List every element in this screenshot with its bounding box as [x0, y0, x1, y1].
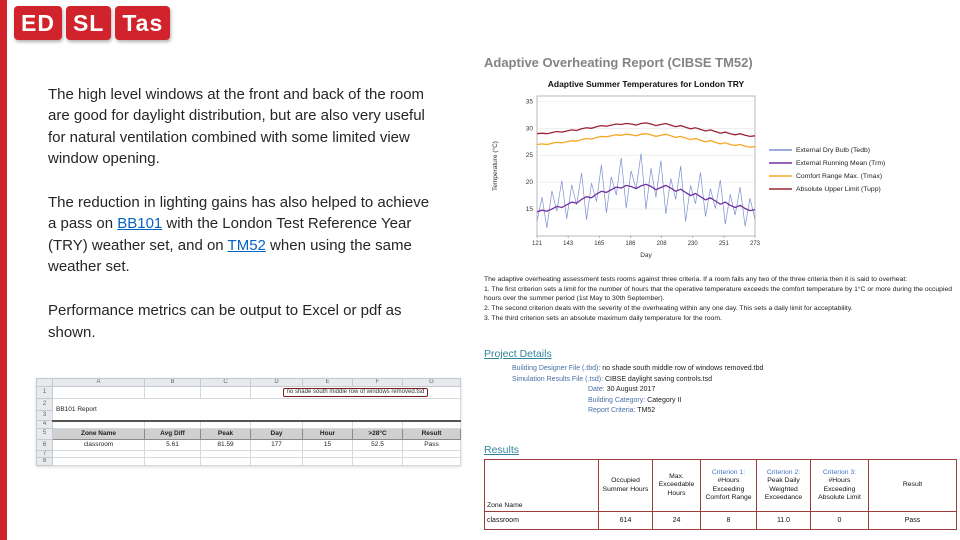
excel-row-4: 4	[37, 421, 461, 429]
results-data-row	[485, 512, 957, 530]
excel-hdr-gt28: >28°C	[353, 428, 403, 439]
excel-corner	[37, 379, 53, 387]
bb101-link[interactable]: BB101	[117, 215, 163, 233]
detail-report-criteria: Report Criteria: TM52	[588, 407, 656, 414]
results-col-criterion-1: Criterion 1: #Hours Exceeding Comfort Range	[701, 460, 757, 512]
logo-tas: Tas	[115, 6, 170, 40]
paragraph-windows: The high level windows at the front and back of the room are good for daylight distribution, but are also very useful for natural ventilation combined with some limited view window opening.	[48, 86, 425, 167]
excel-note-cell	[251, 387, 461, 399]
result-criterion-3: 0	[811, 512, 869, 530]
results-col-criterion-2: Criterion 2: Peak Daily Weighted Exceedance	[757, 460, 811, 512]
detail-building-category: Building Category: Category II	[588, 396, 682, 404]
criteria-text	[484, 276, 956, 325]
excel-col-f: F	[353, 379, 403, 387]
svg-text:251: 251	[718, 241, 729, 247]
excel-val-zone: classroom	[53, 439, 145, 450]
excel-col-c: C	[201, 379, 251, 387]
paragraph-metrics: Performance metrics can be output to Excel or pdf as shown.	[48, 302, 402, 341]
criterion-3: 3. The third criterion sets an absolute maximum daily temperature for the room.	[484, 314, 722, 322]
slide-body-text	[48, 84, 440, 366]
results-col-max-exceedable: Max. Exceedable Hours	[653, 460, 701, 512]
excel-header-row: 5 Zone Name Avg Diff Peak Day Hour >28°C Result	[37, 428, 461, 439]
project-details	[512, 364, 763, 417]
excel-row-8: 8	[37, 458, 461, 466]
results-header-row	[485, 460, 957, 512]
result-zone-name: classroom	[485, 512, 599, 530]
excel-row-1: 1 no shade south middle row of windows removed.tsd	[37, 387, 461, 399]
svg-text:20: 20	[525, 179, 533, 187]
excel-row-3: 3	[37, 411, 461, 421]
svg-text:30: 30	[525, 125, 533, 133]
excel-hdr-zone: Zone Name	[53, 428, 145, 439]
criteria-intro: The adaptive overheating assessment tests rooms against three criteria. If a room fails any two of the three criteria then it is said to overheat:	[484, 276, 908, 283]
para2-post: when using the same weather set.	[48, 236, 412, 276]
result-pass-fail: Pass	[869, 512, 957, 530]
svg-text:15: 15	[525, 206, 533, 214]
excel-col-e: E	[303, 379, 353, 387]
excel-hdr-peak: Peak	[201, 428, 251, 439]
svg-text:121: 121	[531, 241, 543, 247]
excel-hdr-result: Result	[403, 428, 461, 439]
excel-row-7: 7	[37, 450, 461, 458]
excel-hdr-hour: Hour	[303, 428, 353, 439]
results-col-occupied-hours: Occupied Summer Hours	[599, 460, 653, 512]
svg-text:143: 143	[563, 241, 574, 247]
report-title: Adaptive Overheating Report (CIBSE TM52)	[484, 55, 753, 70]
excel-report-title: BB101 Report	[53, 399, 461, 421]
tm52-link[interactable]: TM52	[227, 236, 266, 254]
excel-data-row: 6 classroom 5.61 81.59 177 15 52.5 Pass	[37, 439, 461, 450]
svg-text:Temperature (°C): Temperature (°C)	[492, 141, 499, 191]
excel-val-day: 177	[251, 439, 303, 450]
detail-simulation-results-file: Simulation Results File (.tsd): CIBSE daylight saving controls.tsd	[512, 375, 712, 383]
svg-text:External Running Mean (Trm): External Running Mean (Trm)	[796, 160, 886, 167]
results-col-zone-name: Zone Name	[485, 460, 599, 512]
excel-col-d: D	[251, 379, 303, 387]
excel-screenshot	[36, 378, 461, 466]
result-criterion-2: 11.0	[757, 512, 811, 530]
result-occupied-hours: 614	[599, 512, 653, 530]
paragraph-results	[48, 192, 440, 277]
results-table	[484, 459, 957, 530]
svg-text:230: 230	[687, 241, 698, 247]
excel-val-result: Pass	[403, 439, 461, 450]
para2-mid: with the London Test Reference Year (TRY) weather set, and on	[48, 215, 412, 254]
excel-val-peak: 81.59	[201, 439, 251, 450]
project-details-heading: Project Details	[484, 348, 552, 360]
svg-text:208: 208	[656, 241, 667, 247]
edsl-tas-logo	[14, 6, 170, 40]
red-accent-bar	[0, 0, 7, 540]
detail-date: Date: 30 August 2017	[588, 386, 656, 393]
excel-col-b: B	[145, 379, 201, 387]
svg-text:165: 165	[594, 241, 605, 247]
para2-pre: The reduction in lighting gains has also helped to achieve a pass on	[48, 194, 430, 233]
excel-row-2: 2 BB101 Report	[37, 399, 461, 411]
svg-text:Day: Day	[640, 252, 652, 259]
excel-col-g: G	[403, 379, 461, 387]
excel-column-headers	[37, 379, 461, 387]
results-col-result: Result	[869, 460, 957, 512]
svg-text:External Dry Bulb (Tedb): External Dry Bulb (Tedb)	[796, 147, 871, 154]
result-criterion-1: 8	[701, 512, 757, 530]
adaptive-temperatures-chart	[487, 76, 955, 272]
excel-val-avg-diff: 5.61	[145, 439, 201, 450]
criterion-1: 1. The first criterion sets a limit for the number of hours that the operative temperature exceeds the comfort temperature by 1°C or more during the occupied hours over the summer period (1st May to 30th September).	[484, 285, 953, 302]
excel-filename-note: no shade south middle row of windows removed.tsd	[283, 388, 429, 397]
result-max-exceedable: 24	[653, 512, 701, 530]
svg-text:35: 35	[525, 98, 533, 106]
svg-text:Comfort Range Max. (Tmax): Comfort Range Max. (Tmax)	[796, 173, 883, 180]
results-heading: Results	[484, 444, 520, 456]
svg-text:186: 186	[625, 241, 636, 247]
criterion-2: 2. The second criterion deals with the severity of the overheating within any one day. This sets a daily limit for acceptability.	[484, 304, 853, 312]
detail-building-designer-file: Building Designer File (.tbd): no shade south middle row of windows removed.tbd	[512, 365, 764, 372]
results-col-criterion-3: Criterion 3: #Hours Exceeding Absolute Limit	[811, 460, 869, 512]
svg-text:Absolute Upper Limit (Tupp): Absolute Upper Limit (Tupp)	[796, 186, 881, 193]
excel-val-gt28: 52.5	[353, 439, 403, 450]
logo-ed: ED	[14, 6, 62, 40]
svg-text:Adaptive Summer Temperatures f: Adaptive Summer Temperatures for London TRY	[547, 79, 745, 89]
excel-hdr-day: Day	[251, 428, 303, 439]
excel-col-a: A	[53, 379, 145, 387]
excel-hdr-avg-diff: Avg Diff	[145, 428, 201, 439]
svg-text:25: 25	[525, 152, 533, 160]
svg-text:273: 273	[749, 241, 761, 247]
excel-val-hour: 15	[303, 439, 353, 450]
logo-sl: SL	[66, 6, 111, 40]
